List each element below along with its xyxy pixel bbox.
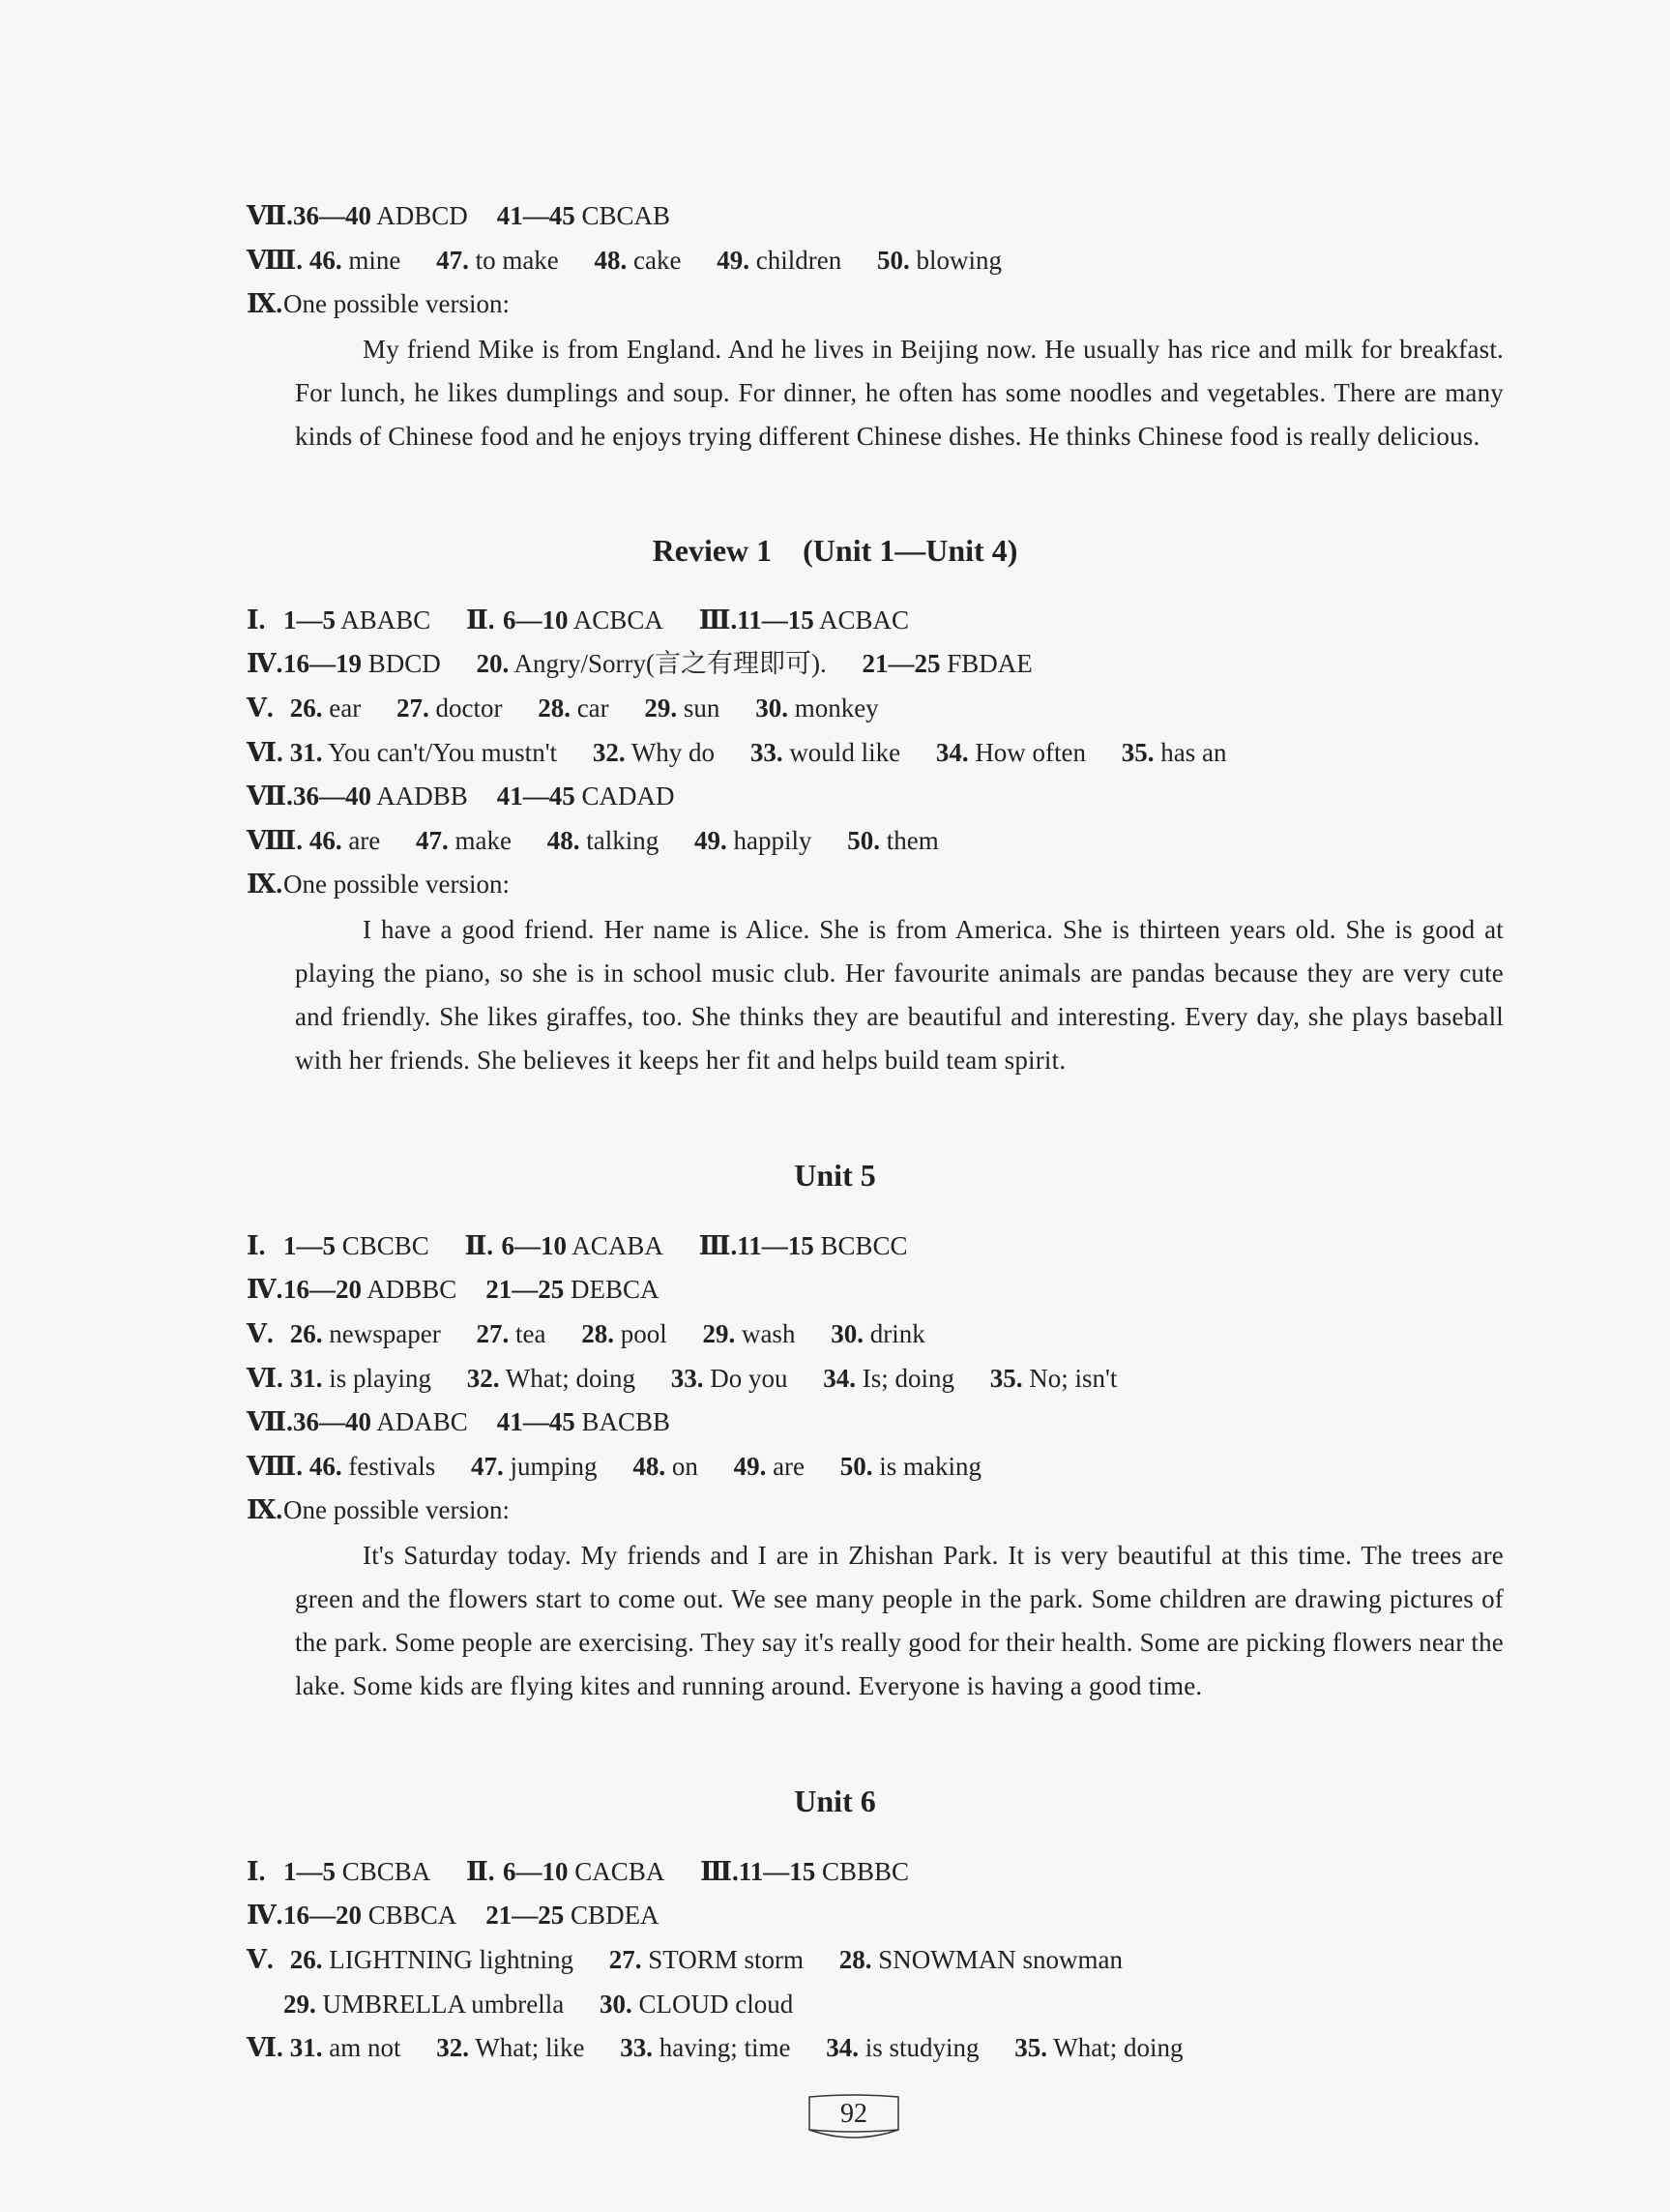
answer-line-viii: Ⅷ. 46. festivals 47. jumping 48. on 49. are 50. is making <box>247 1452 982 1481</box>
essay-paragraph: I have a good friend. Her name is Alice. She is from America. She is thirteen years old. She is good at playing the piano, so she is in school music club. Her favourite animals are pandas because they are very cute and friendly. She likes giraffes, too. She thinks they are beautiful and interesting. Every day, she plays baseball with her friends. She believes it keeps her fit and helps build team spirit. <box>295 915 1504 1075</box>
answer-line-i-iii: Ⅰ. 1—5 CBCBA Ⅱ. 6—10 CACBA Ⅲ.11—15 CBBBC <box>247 1857 910 1886</box>
section-heading-unit-5: Unit 5 <box>794 1158 876 1193</box>
answer-line-viii: Ⅷ. 46. mine 47. to make 48. cake 49. children 50. blowing <box>247 246 1002 275</box>
answer-line-vi: Ⅵ. 31. You can't/You mustn't 32. Why do 33. would like 34. How often 35. has an <box>247 738 1227 767</box>
answer-line-i-iii: Ⅰ. 1—5 ABABC Ⅱ. 6—10 ACBCA Ⅲ.11—15 ACBAC <box>247 605 910 634</box>
answer-line-vii: Ⅶ.36—40 AADBB 41—45 CADAD <box>247 782 675 811</box>
answer-line-vii: Ⅶ.36—40 ADBCD 41—45 CBCAB <box>247 201 671 230</box>
answer-line-iv: Ⅳ.16—20 CBBCA 21—25 CBDEA <box>247 1901 659 1930</box>
essay-paragraph: My friend Mike is from England. And he lives in Beijing now. He usually has rice and milk for breakfast. For lunch, he likes dumplings and soup. For dinner, he often has some noodles and vegetables. There are many kinds of Chinese food and he enjoys trying different Chinese dishes. He thinks Chinese food is really delicious. <box>295 335 1504 451</box>
section-heading-unit-6: Unit 6 <box>794 1784 876 1818</box>
essay-paragraph: It's Saturday today. My friends and I are in Zhishan Park. It is very beautiful at this time. The trees are green and the flowers start to come out. We see many people in the park. Some children are drawing pictures of the park. Some people are exercising. They say it's really good for their health. Some are picking flowers near the lake. Some kids are flying kites and running around. Everyone is having a good time. <box>295 1541 1504 1700</box>
answer-line-iv: Ⅳ.16—19 BDCD 20. Angry/Sorry(言之有理即可). 21—25 FBDAE <box>247 649 1033 678</box>
page-number: 92 <box>796 2091 912 2149</box>
section-heading-review-1: Review 1 (Unit 1—Unit 4) <box>652 533 1018 568</box>
answer-line-viii: Ⅷ. 46. are 47. make 48. talking 49. happily 50. them <box>247 826 939 855</box>
answer-line-vi: Ⅵ. 31. am not 32. What; like 33. having; time 34. is studying 35. What; doing <box>247 2033 1184 2062</box>
answer-line-iv: Ⅳ.16—20 ADBBC 21—25 DEBCA <box>247 1275 659 1304</box>
answer-line-vii: Ⅶ.36—40 ADABC 41—45 BACBB <box>247 1407 671 1436</box>
answer-line-v-continued: 29. UMBRELLA umbrella 30. CLOUD cloud <box>283 1990 794 2019</box>
answer-line-v: Ⅴ. 26. ear 27. doctor 28. car 29. sun 30. monkey <box>247 693 879 723</box>
answer-line-v: Ⅴ. 26. LIGHTNING lightning 27. STORM storm 28. SNOWMAN snowman <box>247 1945 1124 1974</box>
answer-line-i-iii: Ⅰ. 1—5 CBCBC Ⅱ. 6—10 ACABA Ⅲ.11—15 BCBCC <box>247 1231 908 1260</box>
answer-line-ix: Ⅸ.One possible version: <box>247 870 510 899</box>
answer-line-v: Ⅴ. 26. newspaper 27. tea 28. pool 29. wash 30. drink <box>247 1319 925 1348</box>
answer-line-ix: Ⅸ.One possible version: <box>247 289 510 318</box>
answer-line-vi: Ⅵ. 31. is playing 32. What; doing 33. Do you 34. Is; doing 35. No; isn't <box>247 1364 1118 1393</box>
answer-line-ix: Ⅸ.One possible version: <box>247 1495 510 1524</box>
